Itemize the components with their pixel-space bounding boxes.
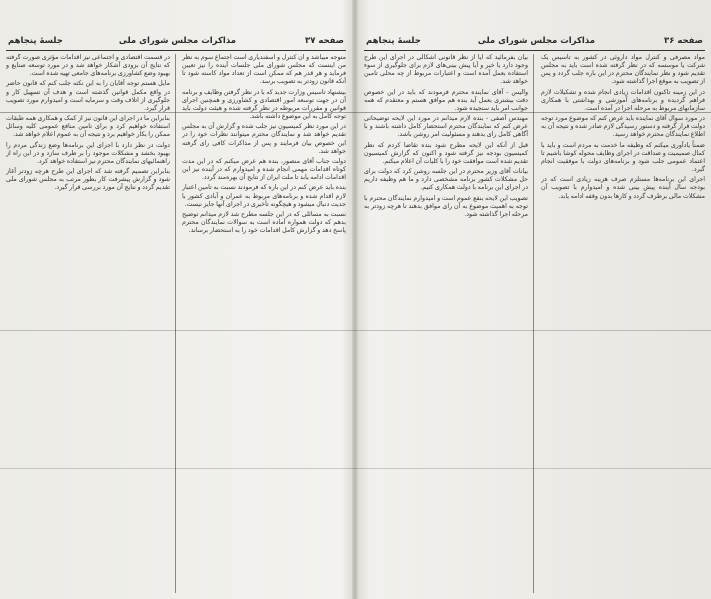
paragraph: بنابراین ما در اجرای این قانون نیز از کمک و همکاری همه طبقات استفاده خواهیم کرد و برای تامین منافع عمومی کلیه وسائل ممکن را بکار خواهیم برد و نتیجه آن به عموم اعلام خواهد شد. <box>6 115 170 139</box>
paragraph: در این زمینه تاکنون اقدامات زیادی انجام شده و تشکیلات لازم فراهم گردیده و برنامه‌های آموزشی و بهداشتی با همکاری سازمانهای مربوط به مرحله اجرا در آمده است. <box>541 88 705 112</box>
paragraph: بنده باید عرض کنم در این باره که فرمودند نسبت به تامین اعتبار لازم اقدام شده و برنامه‌های مربوط به عمران و آبادی کشور با جدیت دنبال میشود و هیچگونه تأخیری در اجرای آنها جایز نیست. <box>182 184 346 208</box>
right-page-header <box>364 34 705 51</box>
scan-artifact-line <box>0 112 711 113</box>
paragraph: در این مورد نظر کمیسیون نیز جلب شده و گزارش آن به مجلس تقدیم خواهد شد و نمایندگان محترم میتوانند نظرات خود را در این خصوص بیان فرمایند و پس از مذاکرات کافی رای گرفته خواهد شد. <box>182 123 346 155</box>
right-page-columns <box>364 54 705 593</box>
speaker-paragraph: والیس - آقای نماینده محترم فرمودند که باید در این خصوص دقت بیشتری بعمل آید بنده هم موافق هستم و معتقدم که همه جوانب امر باید سنجیده شود. <box>364 88 528 112</box>
paragraph: دولت در نظر دارد با اجرای این برنامه‌ها وضع زندگی مردم را بهبود بخشد و مشکلات موجود را بر طرف سازد و در این راه از راهنمائیهای نمایندگان محترم نیز استفاده خواهد کرد. <box>6 141 170 165</box>
left-running-title: مذاکرات مجلس شورای ملی <box>118 36 236 46</box>
paragraph: متوجه میباشد و آن کنترل و اسفندیاری است اجتماع سوم به نظر من اینست که مجلس شورای ملی جلسات آینده را نیز تعیین فرماید و هر قدر هم که ممکن است از تعداد مواد کاسته شود تا آنکه قانون زودتر به تصویب برسد. <box>182 54 346 86</box>
right-page-left-column <box>364 54 528 593</box>
paragraph: بیشنهاد تاسیس وزارت جدید که با در نظر گرفتن وظایف و برنامه آن در جهت توسعه امور اقتصادی و کشاورزی و همچنین اجرای قوانین و مقررات مربوطه در نظر گرفته شده و هیئت دولت باید توجه کامل به این موضوع داشته باشد. <box>182 88 346 121</box>
left-page-left-column <box>6 54 170 593</box>
left-page-number: صفحه ۳۷ <box>305 36 344 46</box>
right-running-title: مذاکرات مجلس شورای ملی <box>477 36 595 46</box>
paragraph: اجرای این برنامه‌ها مستلزم صرف هزینه زیادی است که در بودجه سال آینده پیش بینی شده و امیدوارم با تصویب آن مشکلات مالی برطرف گردد و کارها بدون وقفه ادامه یابد. <box>541 176 705 200</box>
paragraph: مواد مصرفی و کنترل مواد داروئی در کشور به تاسیس یک شرکت یا موسسه که در نظر گرفته شده است باید به مجلس تقدیم شود و نظر نمایندگان محترم در این باره جلب گردد و پس از تصویب به موقع اجرا گذاشته شود. <box>541 54 705 86</box>
scan-artifact-line <box>0 468 711 469</box>
speaker-paragraph: مهندس آصفی - بنده لازم میدانم در مورد این لایحه توضیحاتی عرض کنم که نمایندگان محترم استحضار کامل داشته باشند و با آگاهی کامل رای بدهند و مسئولیت امر روشن باشد. <box>364 115 528 139</box>
left-page-columns <box>6 54 346 593</box>
paragraph: بنابراین تصمیم گرفته شد که اجرای این طرح هرچه زودتر آغاز شود و گزارش پیشرفت کار بطور مرتب به مجلس شورای ملی تقدیم گردد و نتایج آن مورد بررسی قرار گیرد. <box>6 168 170 192</box>
left-page <box>0 0 352 599</box>
left-page-right-column <box>182 54 346 593</box>
right-page-number: صفحه ۳۶ <box>664 36 703 46</box>
paragraph: دولت جناب آقای منصور، بنده هم عرض میکنم که در این مدت کوتاه اقدامات مهمی انجام شده و امیدوارم که در آینده نیز این اقدامات ادامه یابد تا ملت ایران از نتایج آن بهره‌مند گردد. <box>182 157 346 182</box>
paragraph: تصویب این لایحه بنفع عموم است و امیدوارم نمایندگان محترم با توجه به اهمیت موضوع به آن رای موافق بدهند تا هرچه زودتر به مرحله اجرا گذاشته شود. <box>364 194 528 218</box>
column-divider <box>533 54 534 593</box>
paragraph: در مورد سوال آقای نماینده باید عرض کنم که موضوع مورد توجه دولت قرار گرفته و دستور رسیدگی لازم صادر شده و نتیجه آن به اطلاع نمایندگان محترم خواهد رسید. <box>541 115 705 139</box>
column-divider <box>175 54 176 593</box>
left-session-label: جلسهٔ پنجاهم <box>8 36 63 46</box>
paragraph: قبل از آنکه این لایحه مطرح شود بنده تقاضا کردم که نظر کمیسیون بودجه نیز گرفته شود و اکنون که گزارش کمیسیون تقدیم شده است موافقت خود را با کلیات آن اعلام میکنم. <box>364 141 528 165</box>
paragraph: بیان بفرمائید که آیا از نظر قانونی اشکالی در اجرای این طرح وجود دارد یا خیر و آیا پیش بینی‌های لازم برای جلوگیری از سوء استفاده بعمل آمده است و اعتبارات مربوط از چه محلی تامین خواهد شد. <box>364 54 528 86</box>
paragraph: بیانات آقای وزیر محترم در این جلسه روشن کرد که دولت برای حل مشکلات کشور برنامه مشخصی دارد و ما هم وظیفه داریم در اجرای این برنامه با دولت همکاری کنیم. <box>364 168 528 192</box>
right-session-label: جلسهٔ پنجاهم <box>366 36 421 46</box>
paragraph: نسبت به مسائلی که در این جلسه مطرح شد لازم میدانم توضیح بدهم که دولت همواره آماده است به سوالات نمایندگان محترم پاسخ دهد و گزارش کامل اقدامات خود را به استحضار برساند. <box>182 210 346 235</box>
paragraph: ضمناً یادآوری میکنم که وظیفه ما خدمت به مردم است و باید با کمال صمیمیت و صداقت در اجرای وظایف محوله کوشا باشیم تا اعتماد عمومی جلب شود و برنامه‌های دولت با موفقیت انجام گیرد. <box>541 141 705 174</box>
right-page <box>358 0 711 599</box>
right-page-right-column <box>541 54 705 593</box>
left-page-header <box>6 34 346 51</box>
paragraph: مایل هستم توجه آقایان را به این نکته جلب کنم که قانون حاضر در واقع مکمل قوانین گذشته است و هدف آن تسهیل کار و جلوگیری از اتلاف وقت و سرمایه است و امیدوارم مورد تصویب قرار گیرد. <box>6 80 170 112</box>
paragraph: در قسمت اقتصادی و اجتماعی نیز اقدامات مؤثری صورت گرفته که نتایج آن بزودی آشکار خواهد شد و در مورد توسعه صنایع و بهبود وضع کشاورزی برنامه‌های جامعی تهیه شده است. <box>6 54 170 78</box>
scan-artifact-line <box>0 330 711 331</box>
